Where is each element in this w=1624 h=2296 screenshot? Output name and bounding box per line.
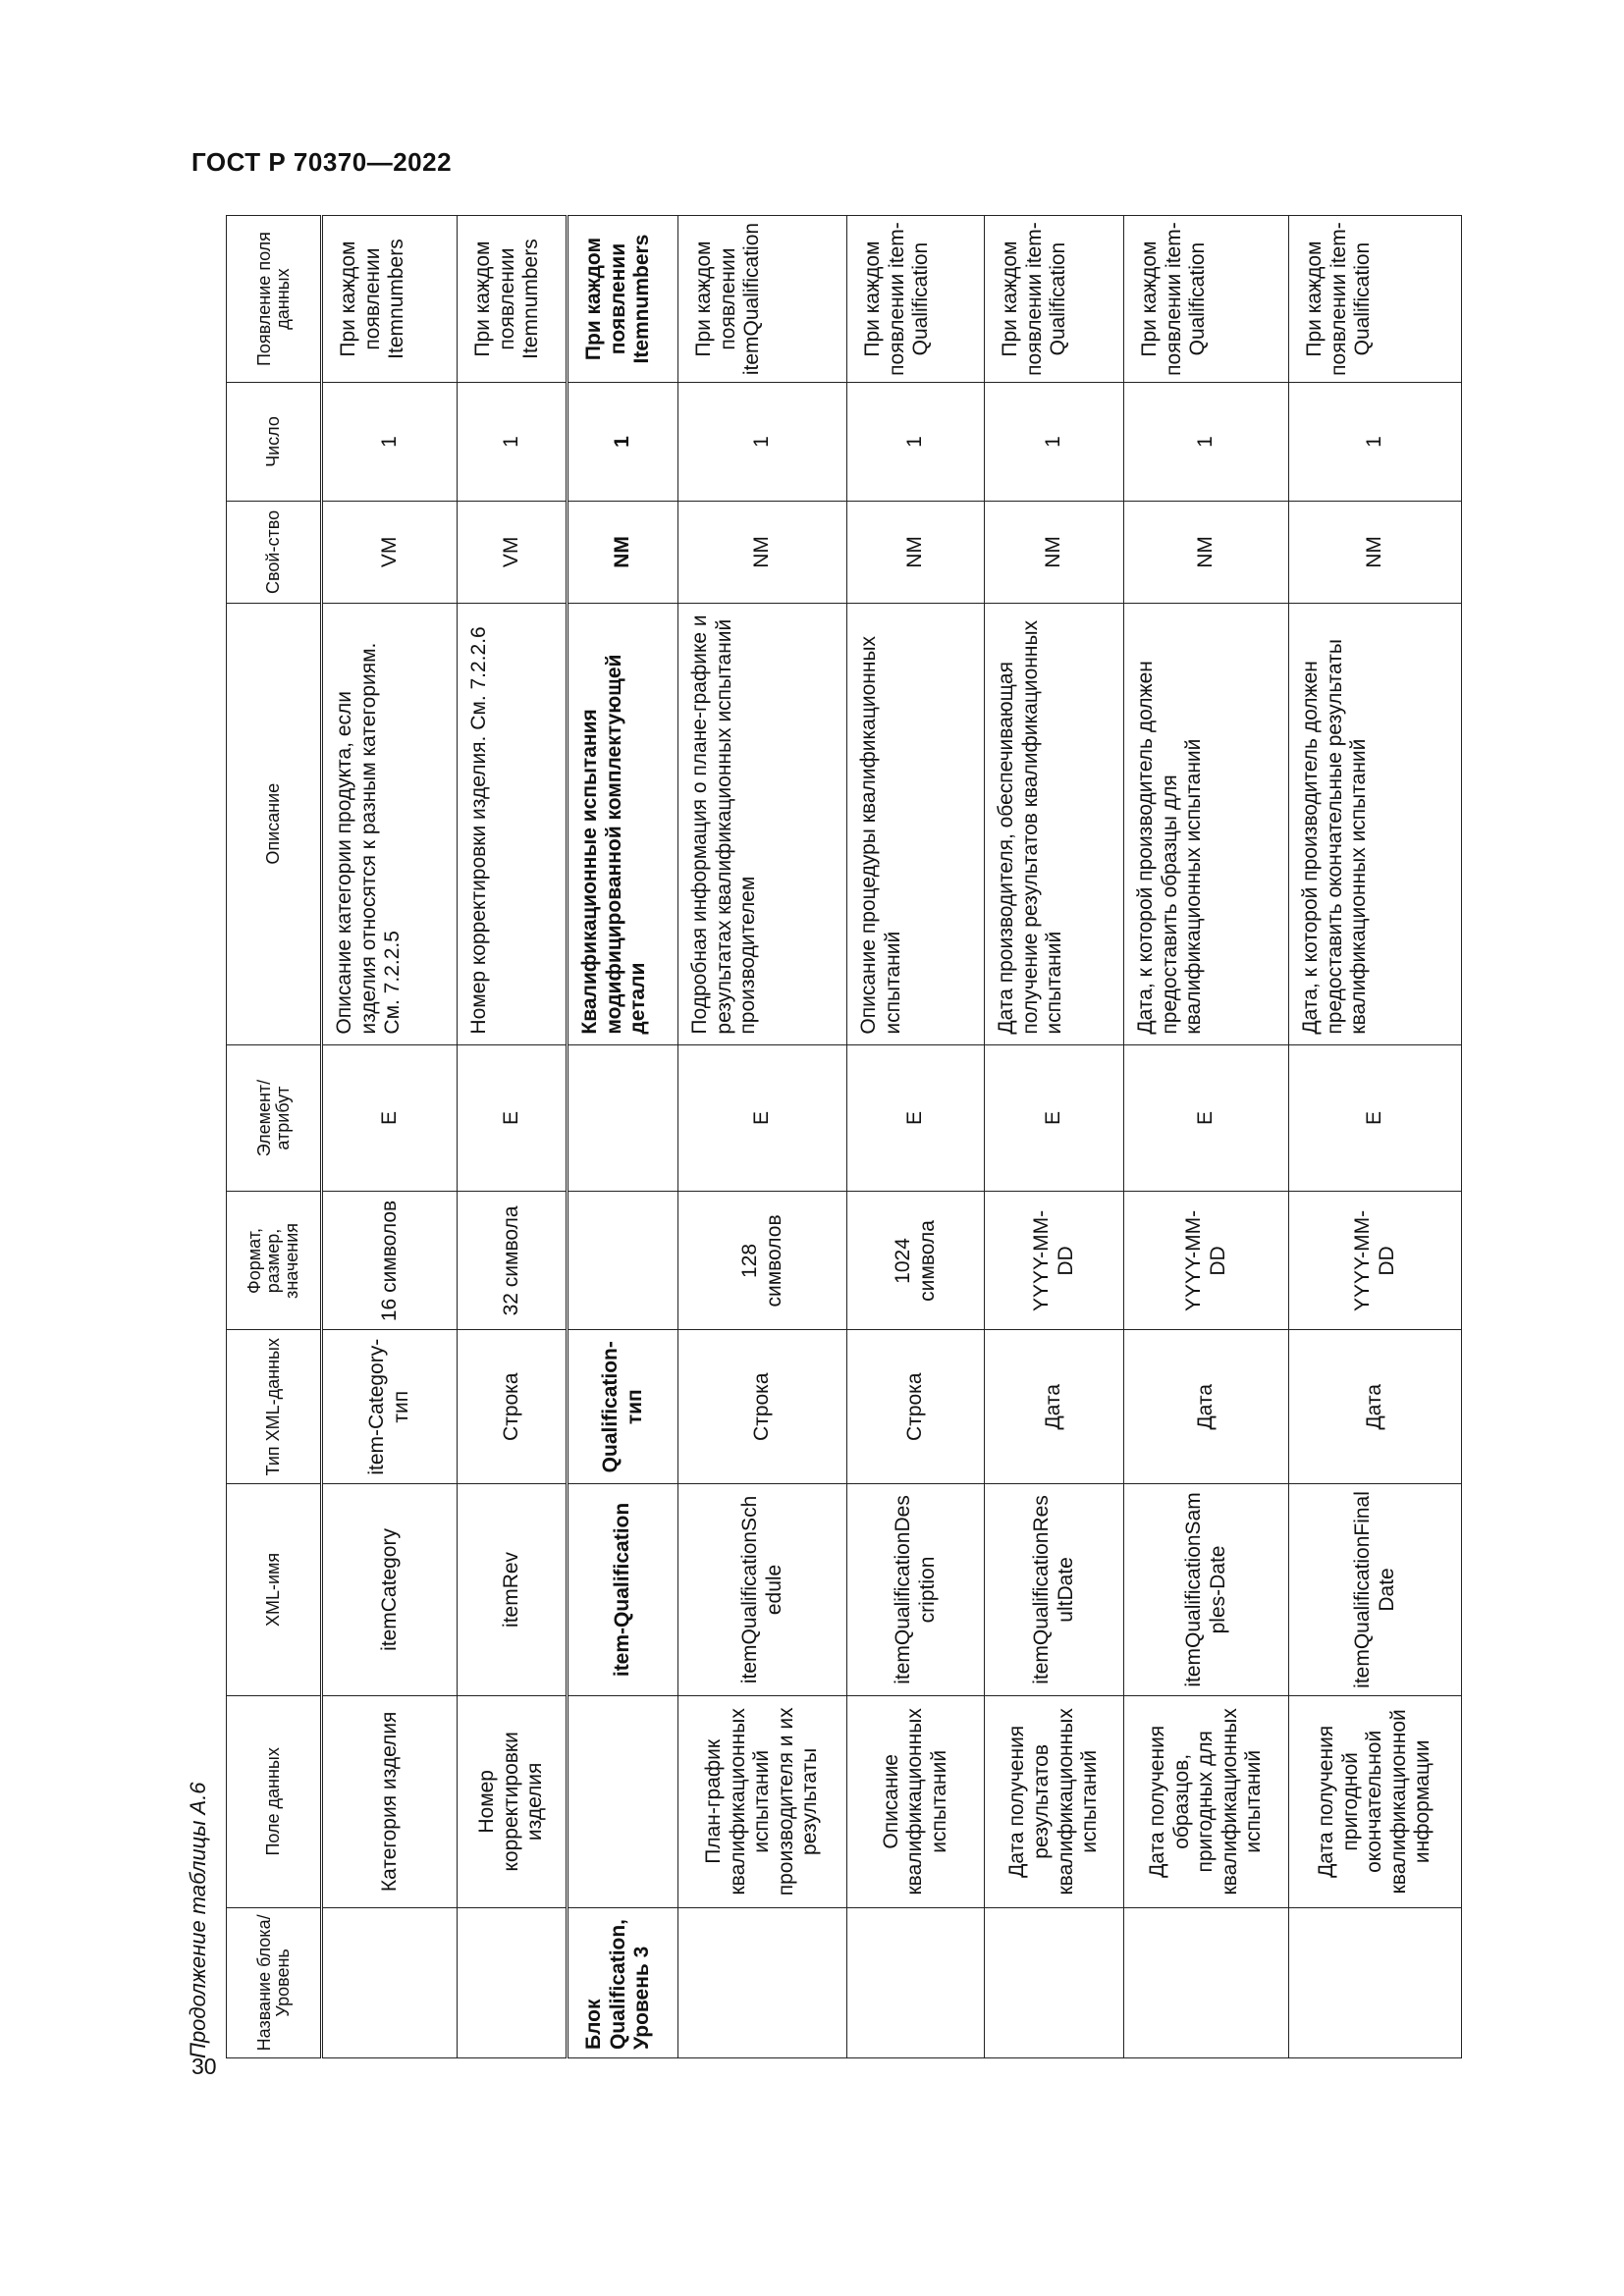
spec-table xyxy=(226,215,1462,2058)
cell-format: YYYY-MM-DD xyxy=(1124,1192,1289,1330)
cell-level xyxy=(678,1907,847,2057)
col-header: Свой-ство xyxy=(227,501,322,603)
cell-format: 16 символов xyxy=(322,1192,458,1330)
cell-description: Описание категории продукта, если изделия относятся к разным категориям. См. 7.2.2.5 xyxy=(322,603,458,1044)
cell-property: NM xyxy=(985,501,1124,603)
cell-occurrence: При каждом появлении item-Qualification xyxy=(1289,216,1462,383)
cell-element: E xyxy=(678,1044,847,1192)
cell-occurrence: При каждом появлении item-Qualification xyxy=(985,216,1124,383)
cell-format xyxy=(568,1192,678,1330)
cell-occurrence: При каждом появлении Itemnumbers xyxy=(568,216,678,383)
cell-property: NM xyxy=(1124,501,1289,603)
cell-count: 1 xyxy=(847,383,985,502)
rotated-table-area xyxy=(179,215,1435,2058)
cell-element: E xyxy=(847,1044,985,1192)
cell-element: E xyxy=(1289,1044,1462,1192)
cell-xml-name: itemQualificationSchedule xyxy=(678,1484,847,1696)
cell-occurrence: При каждом появлении item-Qualification xyxy=(847,216,985,383)
cell-count: 1 xyxy=(985,383,1124,502)
cell-level xyxy=(1289,1907,1462,2057)
cell-level xyxy=(322,1907,458,2057)
col-header: Поле данных xyxy=(227,1695,322,1907)
cell-description: Квалификационные испытания модифицированной комплектующей детали xyxy=(568,603,678,1044)
cell-level xyxy=(847,1907,985,2057)
cell-field xyxy=(568,1695,678,1907)
cell-field: Номер корректировки изделия xyxy=(458,1695,568,1907)
cell-xml-type: Строка xyxy=(678,1330,847,1484)
cell-level xyxy=(458,1907,568,2057)
cell-occurrence: При каждом появлении item-Qualification xyxy=(1124,216,1289,383)
cell-element: E xyxy=(985,1044,1124,1192)
cell-description: Номер корректировки изделия. См. 7.2.2.6 xyxy=(458,603,568,1044)
cell-xml-name: itemQualificationSamples-Date xyxy=(1124,1484,1289,1696)
cell-field: Дата получения результатов квалификационных испытаний xyxy=(985,1695,1124,1907)
cell-count: 1 xyxy=(1124,383,1289,502)
cell-format: 32 символа xyxy=(458,1192,568,1330)
cell-xml-name: item-Qualification xyxy=(568,1484,678,1696)
cell-xml-type: Дата xyxy=(985,1330,1124,1484)
cell-level xyxy=(985,1907,1124,2057)
cell-level xyxy=(1124,1907,1289,2057)
col-header: Описание xyxy=(227,603,322,1044)
cell-property: VM xyxy=(458,501,568,603)
cell-xml-name: itemQualificationResultDate xyxy=(985,1484,1124,1696)
cell-property: NM xyxy=(1289,501,1462,603)
col-header: Название блока/ Уровень xyxy=(227,1907,322,2057)
cell-element: E xyxy=(1124,1044,1289,1192)
cell-format: 128 символов xyxy=(678,1192,847,1330)
cell-occurrence: При каждом появлении Itemnumbers xyxy=(458,216,568,383)
cell-property: NM xyxy=(847,501,985,603)
cell-count: 1 xyxy=(322,383,458,502)
cell-xml-name: itemQualificationDescription xyxy=(847,1484,985,1696)
cell-description: Описание процедуры квалификационных испытаний xyxy=(847,603,985,1044)
cell-xml-name: itemQualificationFinalDate xyxy=(1289,1484,1462,1696)
document-header: ГОСТ Р 70370—2022 xyxy=(191,147,453,177)
cell-description: Дата, к которой производитель должен предоставить образцы для квалификационных испытаний xyxy=(1124,603,1289,1044)
table-row xyxy=(678,216,847,2058)
cell-format: 1024 символа xyxy=(847,1192,985,1330)
cell-element: E xyxy=(322,1044,458,1192)
table-row xyxy=(1124,216,1289,2058)
cell-xml-type: Строка xyxy=(847,1330,985,1484)
cell-element: E xyxy=(458,1044,568,1192)
table-row xyxy=(458,216,568,2058)
cell-description: Дата производителя, обеспечивающая получение результатов квалификационных испытаний xyxy=(985,603,1124,1044)
table-row xyxy=(985,216,1124,2058)
cell-count: 1 xyxy=(458,383,568,502)
cell-count: 1 xyxy=(568,383,678,502)
col-header: Элемент/ атрибут xyxy=(227,1044,322,1192)
cell-field: Категория изделия xyxy=(322,1695,458,1907)
cell-element xyxy=(568,1044,678,1192)
cell-occurrence: При каждом появлении itemQualification xyxy=(678,216,847,383)
table-row xyxy=(322,216,458,2058)
table-row xyxy=(568,216,678,2058)
cell-xml-name: itemCategory xyxy=(322,1484,458,1696)
cell-xml-type: item-Category-тип xyxy=(322,1330,458,1484)
cell-description: Подробная информация о плане-графике и результатах квалификационных испытаний производителем xyxy=(678,603,847,1044)
cell-format: YYYY-MM-DD xyxy=(1289,1192,1462,1330)
cell-property: VM xyxy=(322,501,458,603)
col-header: Число xyxy=(227,383,322,502)
cell-property: NM xyxy=(568,501,678,603)
cell-xml-type: Qualification-тип xyxy=(568,1330,678,1484)
cell-property: NM xyxy=(678,501,847,603)
cell-field: План-график квалификационных испытаний производителя и их результаты xyxy=(678,1695,847,1907)
col-header: XML-имя xyxy=(227,1484,322,1696)
cell-field: Описание квалификационных испытаний xyxy=(847,1695,985,1907)
cell-occurrence: При каждом появлении Itemnumbers xyxy=(322,216,458,383)
col-header: Тип XML-данных xyxy=(227,1330,322,1484)
cell-field: Дата получения образцов, пригодных для квалификационных испытаний xyxy=(1124,1695,1289,1907)
header-row xyxy=(227,216,322,2058)
cell-level: Блок Qualification, Уровень 3 xyxy=(568,1907,678,2057)
cell-xml-type: Строка xyxy=(458,1330,568,1484)
cell-xml-type: Дата xyxy=(1289,1330,1462,1484)
cell-count: 1 xyxy=(1289,383,1462,502)
cell-count: 1 xyxy=(678,383,847,502)
page-number: 30 xyxy=(191,2054,217,2079)
cell-field: Дата получения пригодной окончательной квалификационной информации xyxy=(1289,1695,1462,1907)
table-row xyxy=(847,216,985,2058)
col-header: Формат, размер, значения xyxy=(227,1192,322,1330)
cell-xml-name: itemRev xyxy=(458,1484,568,1696)
table-row xyxy=(1289,216,1462,2058)
table-caption: Продолжение таблицы А.6 xyxy=(186,1782,210,2058)
cell-xml-type: Дата xyxy=(1124,1330,1289,1484)
cell-format: YYYY-MM-DD xyxy=(985,1192,1124,1330)
cell-description: Дата, к которой производитель должен предоставить окончательные результаты квалификационных испытаний xyxy=(1289,603,1462,1044)
col-header: Появление поля данных xyxy=(227,216,322,383)
